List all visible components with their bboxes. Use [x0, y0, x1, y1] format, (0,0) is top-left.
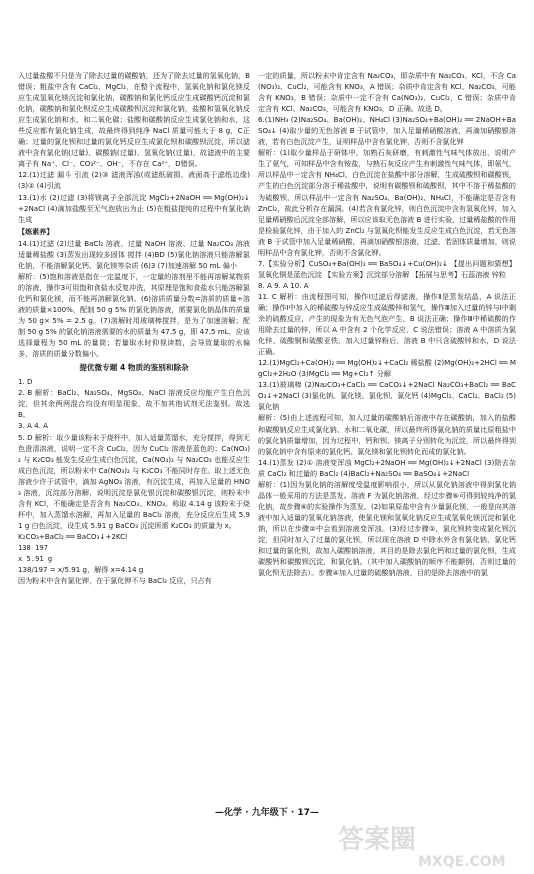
topic-answer-3-4: 3. A 4. A [18, 421, 49, 431]
answer-14-right-analysis: 解析：(1)因为氯化钠的溶解度受温度影响很小，所以从氯化钠溶液中得到氯化钠晶体一般采用的方法是蒸发。溶液 F 为氯化钠溶液，经过步骤⑥可得到较纯净的氯化钠，故步骤⑥的实验操作为蒸发。(2)如果原盐中含有少量氯化镁，一般是向其溶液中加入适量的氢氧化钠溶液，使氯化镁和氢氧化钠反应生成氢氧化镁沉淀和氯化钠，所以在步骤②中会看到溶液变浑浊。(3)经过步骤①，氯化钡转变成氯化钡沉淀，但同时加入了过量的氯化钡，所以现在溶液 D 中除水外含有氯化钠、氯化钙和过量的氯化钡，故加入碳酸钠溶液，其目的是除去氯化钙和过量的氯化钡，生成碳酸钙和碳酸钡沉淀，和氯化钠。（其中加入碳酸钠的顺序不能颠倒，否则过量的氯化钡无法除去）。步骤④加入过量的硫酸钠溶液，目的是除去溶液中的氯 [258, 479, 516, 578]
answer-12-right: 12.(1)MgCl₂+Ca(OH)₂ ══ Mg(OH)₂↓+CaCl₂ 稀盐酸 (2)Mg(OH)₂+2HCl ══ MgCl₂+2H₂O (3)MgCl₂ ══ Mg+Cl₂↑ 分解 [258, 358, 516, 379]
equation-line: K₂CO₃+BaCl₂ ══ BaCO₃↓+2KCl [18, 531, 128, 541]
answer-13-right: 13.(1)玻璃棒 (2)Na₂CO₃+CaCl₂ ══ CaCO₃↓+2NaCl Na₂CO₃+BaCl₂ ══ BaCO₃↓+2NaCl (3)氯化钠、氯化镁、氯化钡、氯化钙 (4)MgCl₂、CaCl₂、BaCl₂ (5)氯化钠 [258, 380, 516, 412]
svg-text:答案圈: 答案圈 [338, 825, 417, 855]
answer-13: 13.(1)水 (2)过滤 (3)将镁离子全部沉淀 MgCl₂+2NaOH ══ Mg(OH)₂↓+2NaCl (4)滴加盐酸至无气泡放出为止 (5)在粗盐提纯的过程中有氯化钠生成 [18, 192, 250, 224]
topic-answer-5: 5. D 解析：取少量该粉末于烧杯中，加入适量蒸馏水，充分搅拌，得到无色澄清溶液，说明一定不含 CuCl₂，因为 CuCl₂ 溶液是蓝色的；Ca(NO₃)₂ 与 K₂CO₃ 能发生反应生成白色沉淀，Ca(NO₃)₂ 与 Na₂CO₃ 也能反应生成白色沉淀，所以粉末中 Ca(NO₃)₂ 与 K₂CO₃ 不能同时存在。取上述无色溶液少许于试管中，滴加 AgNO₃ 溶液，有沉淀生成，再加入足量的 HNO₃ 溶液，沉淀部分溶解，说明沉淀是氯化银沉淀和碳酸银沉淀，则粉末中含有 KCl，不能确定是否含有 Na₂CO₃、KNO₃。称取 4.14 g 该粉末于烧杯中，加入蒸馏水溶解，再加入足量的 BaCl₂ 溶液，充分反应后生成 5.91 g 白色沉淀，设生成 5.91 g BaCO₃ 沉淀所需 K₂CO₃ 的质量为 x。 [18, 432, 250, 530]
right-paragraph-1: 一定的质量，所以粉末中肯定含有 Na₂CO₃，即杂质中有 Na₂CO₃、KCl，不含 Ca(NO₃)₂、CuCl₂，可能含有 KNO₃，A 错误；杂质中肯定含有 KCl、Na₂CO₃，可能含有 KNO₃，B 错误；杂质中一定不含有 Ca(NO₃)₂、CuCl₂，C 错误；杂质中肯定含有 KCl、Na₂CO₃，可能含有 KNO₃，D 正确。故选 D。 [258, 71, 516, 114]
left-column [18, 70, 250, 586]
answer-8-10: 8. A 9. A 10. A [258, 280, 309, 290]
answer-6: 6.(1)NH₃ (2)Na₂SO₄、Ba(OH)₂、NH₄Cl (3)Na₂SO₄+Ba(OH)₂ ══ 2NaOH+BaSO₄↓ (4)取少量的无色溶液 B 于试管中，加入足量稀硝酸溶液，再滴加硝酸银溶液，若有白色沉淀产生，证明样品中含有氯化钾，否则不含氯化钾 [258, 115, 516, 147]
topic-title: 提优微专题 4 物质的鉴别和除杂 [79, 363, 189, 373]
answer-11: 11. C 解析：由流程图可知，操作Ⅰ过滤后得滤液，操作Ⅱ是蒸发结晶，A 说法正确；操作Ⅰ中加入的稀硫酸与锌反应生成硫酸锌和氢气，操作Ⅲ加入过量的锌与Ⅰ中剩余的硫酸反应，产生的现象为有无色气泡产生，B 说法正确；操作Ⅲ中稀硫酸的作用除去过量的锌，所以 A 中含有 2 个化学反应，C 说法错误；溶液 A 中溶质为氯化锌、硫酸铜和硫酸亚铁，加入过量锌粉后，溶液 B 中只含硫酸锌和水，D 说法正确。 [258, 291, 516, 357]
answer-6-analysis: 解析：(1)取少量样品于研钵中，加熟石灰研磨，有刺激性气味气体放出，说明产生了氨气，可知样品中含有铵盐，与熟石灰反应产生有刺激性气味气体，即氨气，所以样品中一定含有 NH₄Cl，白色沉淀在盐酸中部分溶解，生成硫酸钡和碳酸钡，产生的白色沉淀部分溶于稀盐酸中，说明有碳酸钡和硫酸钡，其中不溶于稀盐酸的为硫酸钡，所以样品中一定含有 Na₂SO₄、Ba(OH)₂、NH₄Cl，不能确定是否含有 ZnCl₂，故此分析存在漏洞。(4)若含有氯化锌，则白色沉淀中含有氢氧化锌，加入足量稀硝酸后沉淀全部溶解，所以应该取无色溶液 B 进行实验，过量稀盐酸的作用是检验氯化锌，由于加入的 ZnCl₂ 与氢氧化钡能发生反应生成白色沉淀，若无色溶液 B 于试管中加入足量稀硝酸，再滴加硝酸银溶液，过滤，若固体质量增加，则说明样品中含有氯化钾，否则不含氯化钾。 [258, 148, 516, 257]
left-paragraph-1: 入过量盐酸不只是为了除去过量的碳酸钠，还为了除去过量的氢氧化钠，B错误；粗盐中含有 CaCl₂、MgCl₂，在整个流程中，氢氧化钠和氯化镁反应生成氢氧化镁沉淀和氯化钠，碳酸钠和氯化钙反应生成碳酸钙沉淀和氯化钠，碳酸钠和氯化钡反应生成碳酸钡沉淀和氯化钠，盐酸和氢氧化钠反应生成氯化钠和水，和二氧化碳；盐酸和碳酸钠反应生成氯化钠和水，这些反应都有氯化钠生成，故最终得到纯净 NaCl 质量可能大于 8 g，C正确；过量的氯化钡和过量的氯化钙反应生成氯化钡和碳酸钡沉淀，所以滤液中含有氯化钠(过量)、碳酸钠(过量)、氢氧化钠(过量)，故滤液中的主要离子有 Na⁺、Cl⁻、CO₃²⁻、OH⁻，不存在 Ca²⁺，D错误。 [18, 71, 250, 169]
svg-text:MXQE.COM: MXQE.COM [418, 854, 506, 870]
answer-7: 7.【实验分析】CuSO₄+Ba(OH)₂ ══ BaSO₄↓+Cu(OH)₂↓ 【提出问题和猜想】氢氧化铜是蓝色沉淀 【实验方案】沉淀部分溶解 【拓展与思考】石蕊溶液 锌粒 [258, 258, 516, 279]
right-column [258, 70, 516, 578]
page-footer: —化学 · 九年级下 · 17— [215, 808, 319, 818]
ratio-line: 138/197 = x/5.91 g，解得 x=4.14 g [18, 565, 144, 575]
answer-14-analysis: 解析：(5)饱和溶液是指在一定温度下，一定量的溶剂里不能再溶解某物质的溶液，操作3可用饱和食盐水反复冲洗，其原理是饱和食盐水只能溶解氯化钙和氯化镁，而不能再溶解氯化钠。(6)溶质质量分数=溶质的质量÷溶液的质量×100%，配制 50 g 5% 的氯化钠溶液，需要氯化钠晶体的质量为 50 g× 5% = 2.5 g。(7)溶解时用玻璃棒搅拌，是为了加速溶解；配制 50 g 5% 的氯化钠溶液需要的水的质量为 47.5 g，即 47.5 mL，应该选择量程为 50 mL 的量筒；若量取水时仰视读数，会导致量取的水偏多，溶质的质量分数偏小。 [18, 271, 250, 359]
left-last-line: 因为粉末中含有氯化钾，在于氯化钾不与 BaCl₂ 反应，只占有 [18, 576, 212, 586]
answer-14: 14.(1)过滤 (2)过量 BaCl₂ 溶液、过量 NaOH 溶液、过量 Na₂CO₃ 溶液 适量稀盐酸 (3)蒸发出现较多固体 搅拌 (4)BD (5)氯化钠溶液只能溶解氯化钠，不能溶解氯化钙、氯化镁等杂质 (6)3 (7)加速溶解 50 mL 偏小 [18, 238, 250, 270]
answer-14-right: 14.(1)蒸发 (2)① 溶液变浑浊 MgCl₂+2NaOH ══ Mg(OH)₂↓+2NaCl (3)除去杂质 CaCl₂ 和过量的 BaCl₂ (4)BaCl₂+Na₂SO₄ ══ BaSO₄↓+2NaCl [258, 457, 516, 478]
answer-12: 12.(1)过滤 漏斗 引流 (2)③ 滤液浑浊(或滤纸破损、液面高于滤纸边缘) (3)② (4)引流 [18, 170, 250, 191]
topic-answer-2: 2. B 解析：BaCl₂、Na₂SO₄、MgSO₄、NaCl 溶液反应均能产生白色沉淀，但其余两两混合均没有明显现象，故不加其他试剂无法鉴别。故选 B。 [18, 388, 250, 420]
watermark-logo [330, 818, 530, 870]
mass-line-2: x 5.91 g [18, 554, 53, 564]
practice-label: 【练素养】 [18, 226, 54, 236]
answer-13-analysis: 解析：(5)由上述流程可知，加入过量的碳酸钠后溶液中存在碳酸钠，加入的盐酸和碳酸钠反应生成氯化钠、水和二氧化碳，所以最终所得氯化钠的质量比原粗盐中的氯化钠质量增加，因为过程中，钙和钡、镁离子分别转化为沉淀，所以最终得到的氯化钠中含有原来的氯化钙、氯化镁和氯化钡转化而成的氯化钠。 [258, 413, 516, 456]
mass-line-1: 138 197 [18, 542, 48, 552]
topic-answer-1: 1. D [18, 377, 33, 387]
